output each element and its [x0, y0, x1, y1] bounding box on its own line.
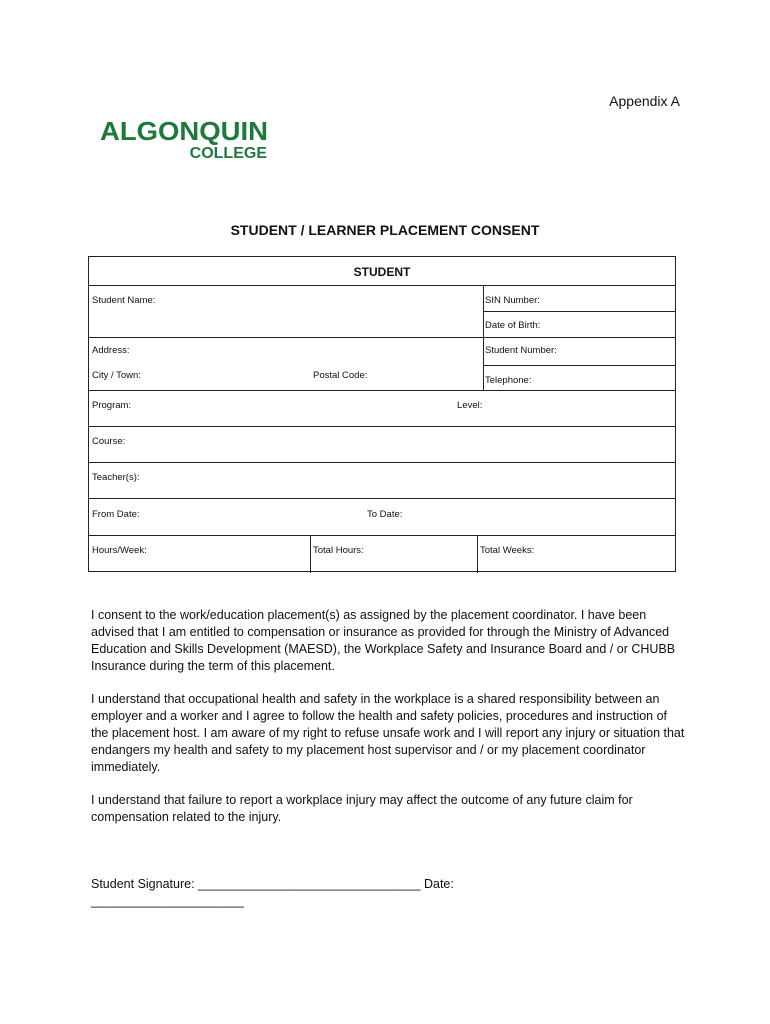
- student-number-field[interactable]: Student Number:: [485, 345, 557, 356]
- row-divider: [483, 337, 675, 338]
- total-hours-field[interactable]: Total Hours:: [313, 545, 364, 556]
- row-divider: [89, 285, 675, 286]
- student-info-form: [88, 256, 676, 572]
- row-divider: [483, 365, 675, 366]
- signature-label: Student Signature:: [91, 877, 195, 891]
- column-divider: [310, 535, 311, 573]
- logo-line2: COLLEGE: [189, 145, 267, 162]
- row-divider: [89, 498, 675, 499]
- column-divider: [477, 535, 478, 573]
- consent-paragraph: I consent to the work/education placement(s) as assigned by the placement coordinator. I have been advised that I am entitled to compensation or insurance as provided for through the Ministry of Advanced Education and Skills Development (MAESD), the Workplace Safety and Insurance Board and / or CHUBB Insurance during the term of this placement.: [91, 608, 676, 673]
- injury-reporting-paragraph: I understand that failure to report a workplace injury may affect the outcome of any future claim for compensation related to the injury.: [91, 793, 633, 824]
- program-field[interactable]: Program:: [92, 400, 132, 411]
- telephone-field[interactable]: Telephone:: [485, 375, 532, 386]
- college-logo: [100, 116, 270, 162]
- signature-line[interactable]: ________________________________: [198, 877, 421, 891]
- postal-code-field[interactable]: Postal Code:: [313, 370, 368, 381]
- logo-line1: ALGONQUIN: [100, 116, 268, 146]
- sin-number-field[interactable]: SIN Number:: [485, 295, 540, 306]
- row-divider: [89, 535, 675, 536]
- section-heading: STUDENT: [353, 265, 411, 279]
- row-divider: [483, 311, 675, 312]
- date-label: Date:: [423, 877, 454, 891]
- total-weeks-field[interactable]: Total Weeks:: [480, 545, 535, 556]
- teachers-field[interactable]: Teacher(s):: [92, 472, 140, 483]
- row-divider: [89, 390, 675, 391]
- from-date-field[interactable]: From Date:: [92, 509, 140, 520]
- row-divider: [89, 337, 483, 338]
- city-town-field[interactable]: City / Town:: [92, 370, 141, 381]
- date-line[interactable]: ______________________: [91, 894, 244, 908]
- level-field[interactable]: Level:: [457, 400, 483, 411]
- signature-block: [91, 876, 691, 910]
- column-divider: [483, 285, 484, 390]
- health-safety-paragraph: I understand that occupational health and safety in the workplace is a shared responsibility between an employer and a worker and I agree to follow the health and safety policies, procedures and instruction of the placement host. I am aware of my right to refuse unsafe work and I will report any injury or situation that endangers my health and safety to my placement host supervisor and / or my placement coordinator immediately.: [91, 692, 685, 774]
- row-divider: [89, 426, 675, 427]
- hours-per-week-field[interactable]: Hours/Week:: [92, 545, 147, 556]
- student-name-field[interactable]: Student Name:: [92, 295, 156, 306]
- document-title: STUDENT / LEARNER PLACEMENT CONSENT: [230, 222, 540, 238]
- appendix-label: Appendix A: [609, 93, 680, 109]
- address-field[interactable]: Address:: [92, 345, 130, 356]
- to-date-field[interactable]: To Date:: [367, 509, 403, 520]
- row-divider: [89, 462, 675, 463]
- date-of-birth-field[interactable]: Date of Birth:: [485, 320, 541, 331]
- course-field[interactable]: Course:: [92, 436, 126, 447]
